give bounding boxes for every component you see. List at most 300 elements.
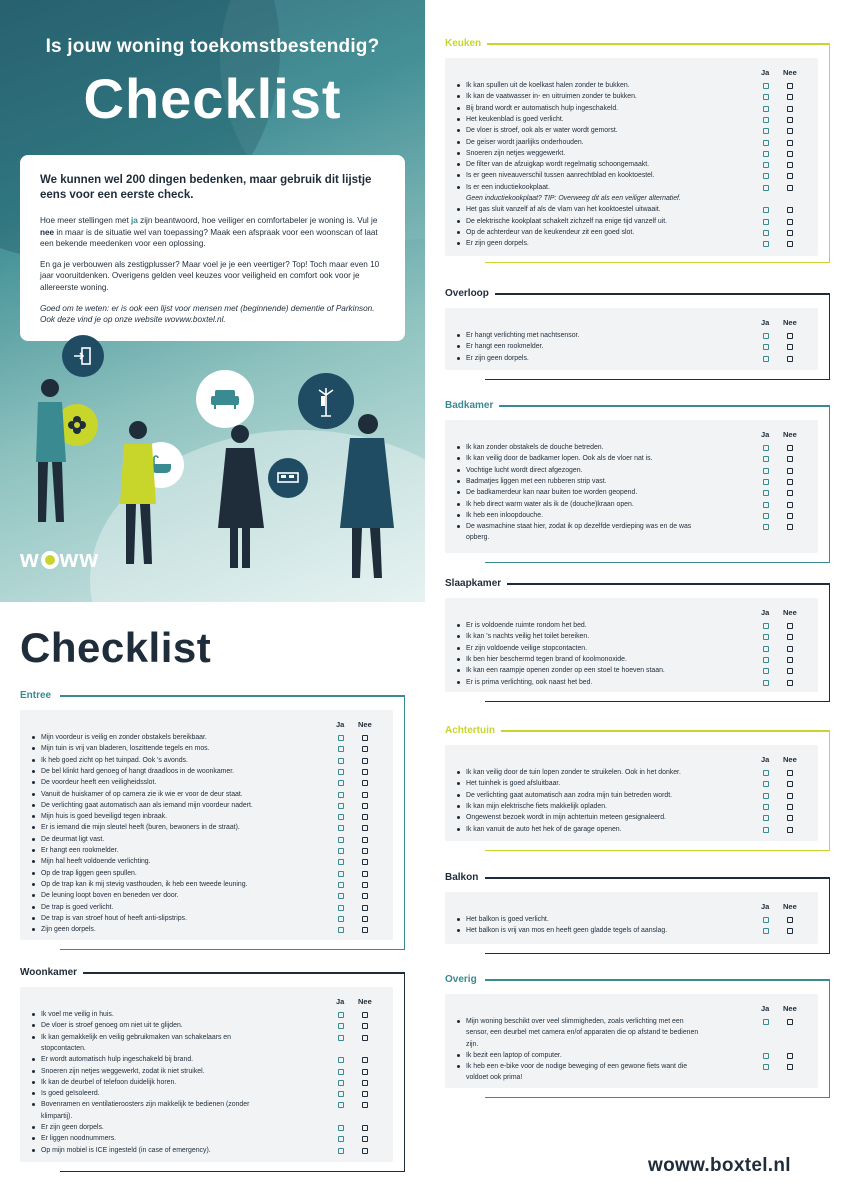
ja-checkbox[interactable] bbox=[338, 1102, 344, 1108]
ja-checkbox[interactable] bbox=[763, 219, 769, 225]
checklist-item bbox=[457, 137, 766, 148]
item-text: Op de achterdeur van de keukendeur zit een goed slot. bbox=[466, 228, 635, 236]
nee-checkbox[interactable] bbox=[787, 128, 793, 134]
checklist-item bbox=[457, 204, 766, 215]
bullet-icon bbox=[457, 503, 460, 506]
nee-checkbox[interactable] bbox=[362, 780, 368, 786]
nee-checkbox[interactable] bbox=[787, 241, 793, 247]
column-ja-header: Ja bbox=[761, 430, 770, 439]
bullet-icon bbox=[32, 1013, 35, 1016]
ja-checkbox[interactable] bbox=[763, 1053, 769, 1059]
bullet-icon bbox=[32, 1092, 35, 1095]
bed-icon bbox=[268, 458, 308, 498]
checklist-item bbox=[32, 822, 341, 833]
checklist-item bbox=[457, 227, 766, 238]
nee-checkbox[interactable] bbox=[787, 117, 793, 123]
ja-checkbox[interactable] bbox=[763, 106, 769, 112]
ja-checkbox[interactable] bbox=[763, 162, 769, 168]
ja-checkbox[interactable] bbox=[338, 1148, 344, 1154]
nee-checkbox[interactable] bbox=[362, 1057, 368, 1063]
nee-checkbox[interactable] bbox=[362, 735, 368, 741]
item-text: Ik kan veilig door de badkamer lopen. Ook als de vloer nat is. bbox=[466, 455, 653, 463]
nee-checkbox[interactable] bbox=[787, 207, 793, 213]
item-text: Ik kan de deurbel of telefoon duidelijk horen. bbox=[41, 1078, 177, 1086]
section-rule bbox=[485, 405, 830, 407]
ja-checkbox[interactable] bbox=[338, 746, 344, 752]
ja-checkbox[interactable] bbox=[763, 356, 769, 362]
ja-checkbox[interactable] bbox=[763, 83, 769, 89]
nee-checkbox[interactable] bbox=[787, 344, 793, 350]
ja-checkbox[interactable] bbox=[338, 848, 344, 854]
section-box bbox=[445, 308, 818, 370]
ja-checkbox[interactable] bbox=[763, 333, 769, 339]
bullet-icon bbox=[32, 1024, 35, 1027]
nee-checkbox[interactable] bbox=[362, 1136, 368, 1142]
checklist-item bbox=[457, 91, 766, 102]
checklist-item bbox=[457, 103, 766, 114]
checklist-item bbox=[32, 777, 341, 788]
item-text: Vochtige lucht wordt direct afgezogen. bbox=[466, 466, 583, 474]
checklist-item bbox=[457, 148, 766, 159]
item-text: Het balkon is vrij van mos en heeft geen gladde tegels of aanslag. bbox=[466, 927, 668, 935]
section-title: Badkamer bbox=[445, 400, 499, 412]
section-woonkamer bbox=[20, 967, 405, 1172]
bullet-icon bbox=[32, 906, 35, 909]
bullet-icon bbox=[457, 681, 460, 684]
item-text: De badkamerdeur kan naar buiten toe worden geopend. bbox=[466, 489, 638, 497]
nee-checkbox[interactable] bbox=[362, 814, 368, 820]
bullet-icon bbox=[32, 759, 35, 762]
nee-checkbox[interactable] bbox=[362, 859, 368, 865]
bullet-icon bbox=[457, 129, 460, 132]
bullet-icon bbox=[32, 883, 35, 886]
item-text: Er zijn voldoende veilige stopcontacten. bbox=[466, 644, 588, 652]
section-title: Entree bbox=[20, 690, 57, 702]
ja-checkbox[interactable] bbox=[763, 827, 769, 833]
item-text: Zijn geen dorpels. bbox=[41, 926, 96, 934]
nee-checkbox[interactable] bbox=[787, 151, 793, 157]
ja-checkbox[interactable] bbox=[338, 837, 344, 843]
ja-checkbox[interactable] bbox=[338, 825, 344, 831]
section-title: Overloop bbox=[445, 288, 495, 300]
nee-checkbox[interactable] bbox=[362, 882, 368, 888]
checklist-item bbox=[32, 1077, 311, 1088]
checklist-item bbox=[457, 620, 766, 631]
ja-checkbox[interactable] bbox=[763, 513, 769, 519]
checklist-item bbox=[32, 1009, 311, 1020]
bullet-icon bbox=[457, 231, 460, 234]
checklist-item bbox=[457, 914, 766, 925]
nee-checkbox[interactable] bbox=[787, 445, 793, 451]
checklist-item bbox=[32, 1099, 311, 1122]
ja-checkbox[interactable] bbox=[763, 128, 769, 134]
nee-checkbox[interactable] bbox=[362, 927, 368, 933]
nee-checkbox[interactable] bbox=[787, 781, 793, 787]
ja-checkbox[interactable] bbox=[338, 792, 344, 798]
intro-paragraph-2: En ga je verbouwen als zestigplusser? Maar voel je je een veertiger? Top! Toch maar even 10 jaar vooruitdenken. Overigens gelden veel keuzes voor veiligheid en comfort ook voor je allereerste woning. bbox=[40, 259, 380, 292]
bullet-icon bbox=[457, 1065, 460, 1068]
ja-checkbox[interactable] bbox=[338, 1023, 344, 1029]
item-text: Mijn woning beschikt over veel slimmigheden, zoals verlichting met een sensor, een deurbel met camera en/of apparaten die op afstand te bedienen zijn. bbox=[466, 1018, 699, 1048]
nee-checkbox[interactable] bbox=[787, 356, 793, 362]
checklist-item bbox=[32, 1145, 311, 1156]
nee-checkbox[interactable] bbox=[362, 893, 368, 899]
item-text: Ik kan vanuit de auto het hek of de garage openen. bbox=[466, 825, 622, 833]
nee-checkbox[interactable] bbox=[787, 634, 793, 640]
nee-checkbox[interactable] bbox=[787, 185, 793, 191]
checklist-item bbox=[32, 1020, 311, 1031]
checklist-item bbox=[457, 330, 766, 341]
ja-checkbox[interactable] bbox=[338, 1136, 344, 1142]
ja-checkbox[interactable] bbox=[763, 1019, 769, 1025]
nee-checkbox[interactable] bbox=[362, 871, 368, 877]
ja-checkbox[interactable] bbox=[763, 207, 769, 213]
bullet-icon bbox=[457, 1054, 460, 1057]
person-illustration bbox=[328, 412, 398, 587]
section-rule bbox=[60, 695, 405, 697]
ja-checkbox[interactable] bbox=[338, 893, 344, 899]
bullet-icon bbox=[457, 242, 460, 245]
column-ja-header: Ja bbox=[336, 997, 345, 1006]
checklist-item bbox=[457, 643, 766, 654]
nee-checkbox[interactable] bbox=[787, 657, 793, 663]
logo-text: w bbox=[20, 546, 40, 573]
item-text: Er wordt automatisch hulp ingeschakeld bij brand. bbox=[41, 1056, 194, 1064]
bullet-icon bbox=[32, 1103, 35, 1106]
nee-checkbox[interactable] bbox=[787, 804, 793, 810]
bullet-icon bbox=[457, 208, 460, 211]
bullet-icon bbox=[457, 771, 460, 774]
section-rule bbox=[485, 43, 830, 45]
nee-checkbox[interactable] bbox=[787, 623, 793, 629]
bullet-icon bbox=[457, 357, 460, 360]
ja-checkbox[interactable] bbox=[763, 94, 769, 100]
ja-checkbox[interactable] bbox=[763, 668, 769, 674]
ja-checkbox[interactable] bbox=[763, 151, 769, 157]
sofa-icon bbox=[196, 370, 254, 428]
nee-checkbox[interactable] bbox=[787, 1064, 793, 1070]
item-text: De elektrische kookplaat schakelt zichzelf na enige tijd vanzelf uit. bbox=[466, 217, 668, 225]
ja-checkbox[interactable] bbox=[338, 859, 344, 865]
nee-checkbox[interactable] bbox=[362, 792, 368, 798]
checklist-item bbox=[32, 924, 341, 935]
section-rule bbox=[485, 877, 830, 879]
bullet-icon bbox=[32, 1126, 35, 1129]
column-ja-header: Ja bbox=[761, 608, 770, 617]
column-nee-header: Nee bbox=[358, 720, 372, 729]
bullet-icon bbox=[457, 514, 460, 517]
checklist-item bbox=[457, 801, 766, 812]
section-rule bbox=[485, 730, 830, 732]
item-text: Bij brand wordt er automatisch hulp ingeschakeld. bbox=[466, 104, 619, 112]
nee-checkbox[interactable] bbox=[787, 513, 793, 519]
nee-checkbox[interactable] bbox=[787, 479, 793, 485]
section-balkon bbox=[445, 872, 830, 954]
checklist-item bbox=[32, 902, 341, 913]
nee-checkbox[interactable] bbox=[787, 928, 793, 934]
bullet-icon bbox=[457, 635, 460, 638]
ja-checkbox[interactable] bbox=[763, 490, 769, 496]
nee-checkbox[interactable] bbox=[362, 848, 368, 854]
bullet-icon bbox=[32, 747, 35, 750]
nee-checkbox[interactable] bbox=[787, 173, 793, 179]
checklist-item bbox=[32, 1066, 311, 1077]
section-keuken bbox=[445, 38, 830, 263]
ja-checkbox[interactable] bbox=[338, 814, 344, 820]
ja-checkbox[interactable] bbox=[763, 815, 769, 821]
bullet-icon bbox=[457, 816, 460, 819]
intro-text: Hoe meer stellingen met bbox=[40, 216, 132, 225]
checklist-item bbox=[457, 1061, 741, 1084]
ja-checkbox[interactable] bbox=[763, 185, 769, 191]
section-box bbox=[445, 745, 818, 841]
ja-checkbox[interactable] bbox=[763, 230, 769, 236]
bullet-icon bbox=[457, 929, 460, 932]
column-ja-header: Ja bbox=[761, 1004, 770, 1013]
nee-checkbox[interactable] bbox=[362, 769, 368, 775]
nee-checkbox[interactable] bbox=[787, 230, 793, 236]
section-title: Woonkamer bbox=[20, 967, 83, 979]
nee-checkbox[interactable] bbox=[362, 905, 368, 911]
ja-checkbox[interactable] bbox=[338, 780, 344, 786]
nee-checkbox[interactable] bbox=[787, 456, 793, 462]
nee-checkbox[interactable] bbox=[362, 1035, 368, 1041]
ja-checkbox[interactable] bbox=[338, 735, 344, 741]
item-text: Er zijn geen dorpels. bbox=[41, 1124, 104, 1131]
nee-checkbox[interactable] bbox=[362, 758, 368, 764]
checklist-item bbox=[32, 834, 341, 845]
nee-checkbox[interactable] bbox=[787, 524, 793, 530]
nee-checkbox[interactable] bbox=[362, 803, 368, 809]
nee-checkbox[interactable] bbox=[787, 827, 793, 833]
item-text: Ik kan 's nachts veilig het toilet bereiken. bbox=[466, 633, 590, 641]
bullet-icon bbox=[32, 770, 35, 773]
bullet-icon bbox=[32, 815, 35, 818]
nee-checkbox[interactable] bbox=[787, 646, 793, 652]
nee-checkbox[interactable] bbox=[787, 668, 793, 674]
nee-checkbox[interactable] bbox=[787, 793, 793, 799]
column-ja-header: Ja bbox=[336, 720, 345, 729]
section-title: Balkon bbox=[445, 872, 484, 884]
section-box bbox=[20, 710, 393, 940]
section-badkamer bbox=[445, 400, 830, 563]
ja-checkbox[interactable] bbox=[763, 793, 769, 799]
column-nee-header: Nee bbox=[783, 1004, 797, 1013]
ja-checkbox[interactable] bbox=[763, 770, 769, 776]
ja-checkbox[interactable] bbox=[338, 1035, 344, 1041]
item-text: Ik voel me veilig in huis. bbox=[41, 1011, 114, 1018]
nee-checkbox[interactable] bbox=[787, 815, 793, 821]
nee-checkbox[interactable] bbox=[362, 1069, 368, 1075]
ja-checkbox[interactable] bbox=[338, 1091, 344, 1097]
ja-checkbox[interactable] bbox=[763, 1064, 769, 1070]
nee-checkbox[interactable] bbox=[787, 468, 793, 474]
ja-checkbox[interactable] bbox=[763, 456, 769, 462]
ja-checkbox[interactable] bbox=[338, 1057, 344, 1063]
ja-checkbox[interactable] bbox=[338, 916, 344, 922]
nee-checkbox[interactable] bbox=[787, 140, 793, 146]
checklist-item bbox=[457, 341, 766, 352]
ja-checkbox[interactable] bbox=[763, 241, 769, 247]
bullet-icon bbox=[457, 794, 460, 797]
ja-checkbox[interactable] bbox=[763, 928, 769, 934]
bullet-icon bbox=[457, 220, 460, 223]
item-text: Er zijn geen dorpels. bbox=[466, 240, 529, 248]
nee-checkbox[interactable] bbox=[787, 917, 793, 923]
ja-checkbox[interactable] bbox=[763, 781, 769, 787]
tip-note bbox=[457, 193, 766, 204]
item-text: Ik kan zonder obstakels de douche betreden. bbox=[466, 444, 604, 451]
checklist-title: Checklist bbox=[20, 624, 212, 671]
ja-checkbox[interactable] bbox=[338, 1069, 344, 1075]
door-exit-icon bbox=[62, 335, 104, 377]
item-text: Ik kan veilig door de tuin lopen zonder te struikelen. Ook in het donker. bbox=[466, 769, 681, 776]
ja-checkbox[interactable] bbox=[763, 140, 769, 146]
nee-checkbox[interactable] bbox=[362, 916, 368, 922]
logo-text: ww bbox=[59, 546, 100, 573]
bullet-icon bbox=[32, 736, 35, 739]
checklist-item bbox=[457, 476, 741, 487]
nee-checkbox[interactable] bbox=[362, 1102, 368, 1108]
checklist-item bbox=[457, 353, 766, 364]
nee-checkbox[interactable] bbox=[787, 490, 793, 496]
nee-checkbox[interactable] bbox=[362, 746, 368, 752]
ja-checkbox[interactable] bbox=[763, 445, 769, 451]
bullet-icon bbox=[457, 918, 460, 921]
ja-checkbox[interactable] bbox=[338, 1125, 344, 1131]
ja-checkbox[interactable] bbox=[763, 623, 769, 629]
ja-checkbox[interactable] bbox=[763, 468, 769, 474]
checklist-item bbox=[32, 845, 341, 856]
hero-title: Checklist bbox=[83, 67, 342, 130]
section-box bbox=[445, 892, 818, 944]
nee-checkbox[interactable] bbox=[787, 219, 793, 225]
checklist-item bbox=[32, 800, 341, 811]
nee-checkbox[interactable] bbox=[787, 1019, 793, 1025]
ja-checkbox[interactable] bbox=[763, 646, 769, 652]
ja-checkbox[interactable] bbox=[763, 502, 769, 508]
column-nee-header: Nee bbox=[358, 997, 372, 1006]
woww-logo bbox=[20, 546, 99, 574]
nee-checkbox[interactable] bbox=[362, 1125, 368, 1131]
bullet-icon bbox=[32, 894, 35, 897]
nee-checkbox[interactable] bbox=[787, 1053, 793, 1059]
section-slaapkamer bbox=[445, 578, 830, 702]
ja-checkbox[interactable] bbox=[763, 634, 769, 640]
item-text: Ik kan de vaatwasser in- en uitruimen zonder te bukken. bbox=[466, 93, 637, 101]
ja-checkbox[interactable] bbox=[763, 344, 769, 350]
item-text: De leuning loopt boven en beneden ver door. bbox=[41, 892, 179, 900]
section-title: Slaapkamer bbox=[445, 578, 507, 590]
bullet-icon bbox=[457, 334, 460, 337]
section-entree bbox=[20, 690, 405, 950]
ja-checkbox[interactable] bbox=[338, 1080, 344, 1086]
nee-checkbox[interactable] bbox=[787, 502, 793, 508]
checklist-item bbox=[32, 879, 341, 890]
bullet-icon bbox=[32, 793, 35, 796]
bullet-icon bbox=[457, 480, 460, 483]
nee-checkbox[interactable] bbox=[787, 770, 793, 776]
nee-checkbox[interactable] bbox=[362, 1091, 368, 1097]
checklist-item bbox=[32, 732, 341, 743]
item-text: Ik heb direct warm water als ik de (douche)kraan open. bbox=[466, 500, 634, 508]
section-overig bbox=[445, 974, 830, 1098]
ja-checkbox[interactable] bbox=[763, 173, 769, 179]
ja-checkbox[interactable] bbox=[763, 804, 769, 810]
nee-checkbox[interactable] bbox=[362, 1148, 368, 1154]
nee-checkbox[interactable] bbox=[362, 1023, 368, 1029]
column-ja-header: Ja bbox=[761, 755, 770, 764]
nee-checkbox[interactable] bbox=[787, 680, 793, 686]
item-text: Op de trap liggen geen spullen. bbox=[41, 869, 137, 877]
nee-checkbox[interactable] bbox=[787, 94, 793, 100]
nee-checkbox[interactable] bbox=[362, 1012, 368, 1018]
nee-checkbox[interactable] bbox=[787, 333, 793, 339]
item-text: Het gas sluit vanzelf af als de vlam van het kooktoestel uitwaait. bbox=[466, 206, 661, 214]
nee-checkbox[interactable] bbox=[787, 106, 793, 112]
checklist-item bbox=[457, 499, 741, 510]
ja-checkbox[interactable] bbox=[763, 657, 769, 663]
nee-checkbox[interactable] bbox=[362, 837, 368, 843]
bullet-icon bbox=[32, 804, 35, 807]
nee-checkbox[interactable] bbox=[787, 83, 793, 89]
item-text: Bovenramen en ventilatieroosters zijn makkelijk te bedienen (zonder klimpartij). bbox=[41, 1101, 250, 1120]
item-text: De vloer is stroef, ook als er water wordt gemorst. bbox=[466, 127, 618, 135]
checklist-item bbox=[32, 743, 341, 754]
nee-checkbox[interactable] bbox=[362, 1080, 368, 1086]
ja-checkbox[interactable] bbox=[763, 917, 769, 923]
ja-checkbox[interactable] bbox=[763, 524, 769, 530]
section-box bbox=[445, 420, 818, 553]
item-text: De verlichting gaat automatisch aan zodra mijn tuin betreden wordt. bbox=[466, 791, 673, 799]
item-text: De verlichting gaat automatisch aan als iemand mijn voordeur nadert. bbox=[41, 801, 253, 809]
item-text: Ik kan gemakkelijk en veilig gebruikmaken van schakelaars en stopcontacten. bbox=[41, 1033, 231, 1052]
bullet-icon bbox=[32, 860, 35, 863]
item-text: Ongewenst bezoek wordt in mijn achtertuin meteen gesignaleerd. bbox=[466, 814, 666, 822]
checklist-item bbox=[32, 1054, 311, 1065]
intro-card bbox=[20, 155, 405, 341]
ja-checkbox[interactable] bbox=[338, 758, 344, 764]
nee-checkbox[interactable] bbox=[787, 162, 793, 168]
item-text: De trap is goed verlicht. bbox=[41, 903, 114, 911]
ja-checkbox[interactable] bbox=[338, 803, 344, 809]
ja-checkbox[interactable] bbox=[338, 871, 344, 877]
bullet-icon bbox=[457, 107, 460, 110]
ja-checkbox[interactable] bbox=[763, 117, 769, 123]
checklist-item bbox=[457, 216, 766, 227]
checklist-item bbox=[457, 465, 741, 476]
intro-paragraph bbox=[40, 215, 387, 250]
ja-checkbox[interactable] bbox=[338, 1012, 344, 1018]
ja-checkbox[interactable] bbox=[763, 680, 769, 686]
checklist-item bbox=[457, 453, 741, 464]
ja-checkbox[interactable] bbox=[338, 927, 344, 933]
ja-checkbox[interactable] bbox=[338, 882, 344, 888]
nee-checkbox[interactable] bbox=[362, 825, 368, 831]
item-text: De trap is van stroef hout of heeft anti-slipstrips. bbox=[41, 914, 187, 922]
checklist-item bbox=[457, 170, 766, 181]
checklist-item bbox=[32, 856, 341, 867]
bullet-icon bbox=[32, 917, 35, 920]
item-text: De deurmat ligt vast. bbox=[41, 835, 105, 843]
item-text: Is er een inductiekookplaat. bbox=[466, 183, 550, 191]
ja-checkbox[interactable] bbox=[338, 769, 344, 775]
intro-ja: ja bbox=[131, 216, 138, 225]
ja-checkbox[interactable] bbox=[763, 479, 769, 485]
ja-checkbox[interactable] bbox=[338, 905, 344, 911]
intro-text: zijn beantwoord, hoe veiliger en comfortabeler je woning is. Vul je bbox=[137, 216, 378, 225]
item-text: Ik kan een raampje openen zonder op een stoel te hoeven staan. bbox=[466, 667, 665, 675]
